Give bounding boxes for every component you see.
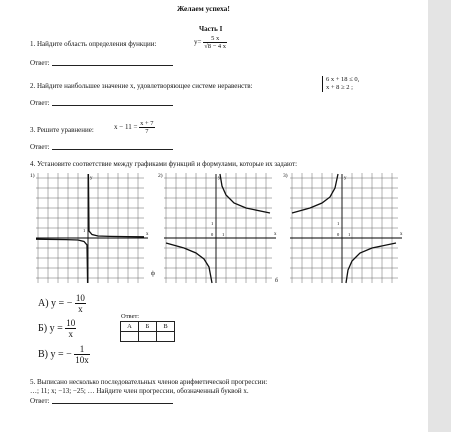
inequality-system xyxy=(322,76,359,92)
question-1-text: 1. Найдите область определения функции: xyxy=(30,40,157,48)
graph-2-grid xyxy=(164,173,272,283)
formula-b-fraction xyxy=(65,318,76,339)
question-3-text: 3. Решите уравнение: xyxy=(30,126,94,134)
question-1-formula xyxy=(194,35,227,50)
graph-3-curve-right xyxy=(346,243,396,283)
answer-cell-c[interactable] xyxy=(157,332,175,342)
graph-3-y-label: y xyxy=(344,176,347,181)
graph-1 xyxy=(36,173,154,285)
graph-1-grid xyxy=(36,173,144,283)
graph-1-x-label: x xyxy=(146,232,149,237)
graph-label-1: 1) xyxy=(30,173,35,179)
numerator: 10 xyxy=(75,293,85,303)
graph-3-grid xyxy=(290,173,398,283)
numerator: 1 xyxy=(74,344,90,355)
question-3-equation xyxy=(114,120,155,135)
numerator: x + 7 xyxy=(140,120,154,127)
formula-fraction xyxy=(203,35,227,50)
graph-3-origin-label: 0 xyxy=(337,232,340,237)
answer-label-3: Ответ: xyxy=(30,143,50,151)
denominator: x xyxy=(78,304,83,314)
graph-1-y-label: y xyxy=(90,176,93,181)
graph-mark-f: ф xyxy=(151,271,155,277)
right-margin-panel xyxy=(428,0,451,432)
answer-line-5[interactable] xyxy=(52,403,173,404)
question-5-sequence: …; 11; x; −13; −25; … Найдите член прогрессии, обозначенный буквой x. xyxy=(30,387,249,395)
graph-2-y-label: y xyxy=(218,176,221,181)
answer-label-2: Ответ: xyxy=(30,99,50,107)
part-heading: Часть I xyxy=(199,25,223,33)
graph-2-curve-left xyxy=(166,243,212,283)
graph-2-curve-right xyxy=(220,174,270,213)
formula-a-fraction xyxy=(75,293,86,314)
question-2-text: 2. Найдите наибольшее значение x, удовлетворяющее системе неравенств: xyxy=(30,82,253,90)
answer-table-input-row xyxy=(121,332,175,342)
graph-1-one-label: 1 xyxy=(83,228,86,233)
graph-3-one-x-label: 1 xyxy=(348,232,351,237)
denominator: 10x xyxy=(75,355,89,365)
graph-2-one-x-label: 1 xyxy=(222,232,225,237)
answer-header-b: Б xyxy=(139,322,157,332)
denominator: x xyxy=(68,329,73,339)
formula-c-lhs: В) y = − xyxy=(38,348,72,360)
formula-c-fraction xyxy=(74,344,90,365)
graph-1-curve-right xyxy=(88,174,144,237)
graph-3-curve-left xyxy=(292,174,338,213)
graph-3 xyxy=(290,173,408,285)
formula-prefix: y= xyxy=(194,38,202,47)
graph-label-3: 3) xyxy=(283,173,288,179)
graph-2-one-label: 1 xyxy=(211,221,214,226)
formula-b-lhs: Б) y = xyxy=(38,322,63,334)
answer-label-4: Ответ: xyxy=(121,313,140,320)
formula-b xyxy=(38,318,76,339)
equation-fraction xyxy=(139,120,154,135)
graph-2 xyxy=(164,173,282,285)
answer-table xyxy=(120,321,175,342)
graph-3-x-label: x xyxy=(400,232,403,237)
good-luck-heading: Желаем успеха! xyxy=(177,4,230,13)
answer-line-2[interactable] xyxy=(52,105,173,106)
inequality-1: 6 x + 18 ≤ 0, xyxy=(326,76,360,83)
graph-2-origin-label: 0 xyxy=(211,232,214,237)
question-4-text: 4. Установите соответствие между графиками функций и формулами, которые их задают: xyxy=(30,160,298,168)
formula-a-lhs: А) y = − xyxy=(38,297,73,309)
denominator: √8 − 4 x xyxy=(204,43,227,50)
formula-a xyxy=(38,293,86,314)
answer-cell-a[interactable] xyxy=(121,332,139,342)
graph-1-curve-left xyxy=(36,239,88,283)
answer-header-c: В xyxy=(157,322,175,332)
graph-mark-b: б xyxy=(275,278,279,284)
graph-2-x-label: x xyxy=(274,232,277,237)
answer-table-header-row xyxy=(121,322,175,332)
answer-line-1[interactable] xyxy=(52,65,173,66)
answer-label-1: Ответ: xyxy=(30,59,50,67)
equation-lhs: x − 11 = xyxy=(114,123,138,132)
question-5-text: 5. Выписано несколько последовательных членов арифметической прогрессии: xyxy=(30,378,268,386)
numerator: 10 xyxy=(66,318,76,328)
formula-c xyxy=(38,344,90,365)
inequality-2: x + 8 ≥ 2 ; xyxy=(326,84,353,91)
answer-cell-b[interactable] xyxy=(139,332,157,342)
numerator: 5 x xyxy=(203,35,227,43)
answer-header-a: А xyxy=(121,322,139,332)
answer-label-5: Ответ: xyxy=(30,397,50,405)
answer-line-3[interactable] xyxy=(52,149,173,150)
denominator: 7 xyxy=(145,128,149,135)
graph-3-one-label: 1 xyxy=(337,221,340,226)
graph-label-2: 2) xyxy=(158,173,163,179)
